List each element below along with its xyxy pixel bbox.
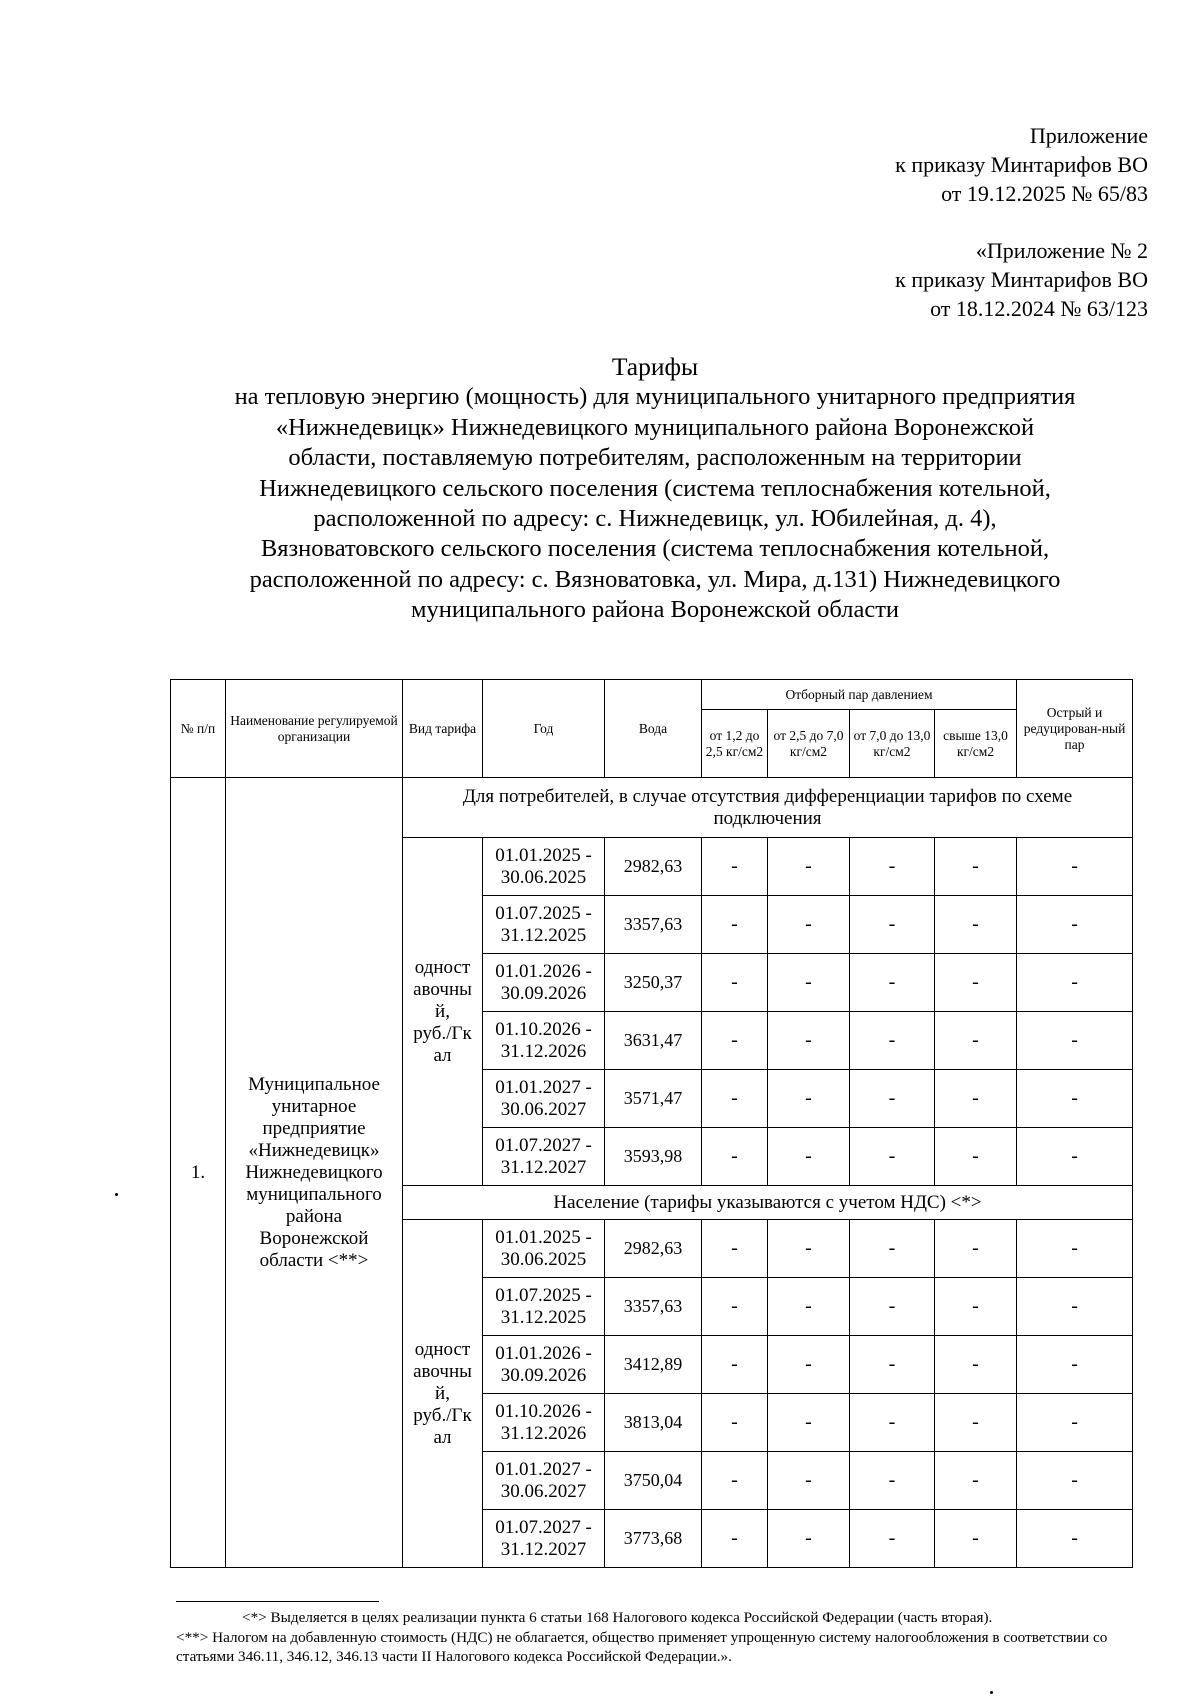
water-value: 3750,04	[605, 1452, 702, 1510]
water-value: 3571,47	[605, 1070, 702, 1128]
period-line: 01.07.2025 -	[495, 902, 592, 924]
steam-3-value: -	[850, 1070, 935, 1128]
tariff-type	[403, 838, 483, 1186]
water-value: 3773,68	[605, 1510, 702, 1568]
steam-4-value: -	[935, 838, 1017, 896]
steam-1-value: -	[702, 1336, 768, 1394]
footnote-divider	[176, 1601, 379, 1602]
steam-3-value: -	[850, 1012, 935, 1070]
title-line: муниципального района Воронежской области	[410, 596, 900, 624]
steam-2-value: -	[768, 838, 850, 896]
steam-1-value: -	[702, 1278, 768, 1336]
header-steam-1: от 1,2 до 2,5 кг/см2	[702, 710, 768, 778]
tariff-type-line: авочны	[413, 978, 472, 1000]
tariff-type	[403, 1220, 483, 1568]
period-line: 31.12.2025	[500, 1306, 587, 1328]
period-line: 01.01.2025 -	[495, 1226, 592, 1248]
period-line: 30.06.2025	[500, 866, 587, 888]
steam-4-value: -	[935, 1070, 1017, 1128]
period-cell	[483, 1070, 605, 1128]
tariff-type-line: руб./Гк	[413, 1022, 472, 1044]
steam-1-value: -	[702, 1128, 768, 1186]
header-steam-3: от 7,0 до 13,0 кг/см2	[850, 710, 935, 778]
period-line: 01.10.2026 -	[495, 1018, 592, 1040]
footnote-2: <**> Налогом на добавленную стоимость (НДС) не облагается, общество применяет упрощенную систему налогообложения в соответствии со статьями 346.11, 346.12, 346.13 части II Налогового кодекса Российской Федерации.».	[176, 1628, 1108, 1665]
steam-2-value: -	[768, 1510, 850, 1568]
steam-2-value: -	[768, 896, 850, 954]
footnote-1: <*> Выделяется в целях реализации пункта 6 статьи 168 Налогового кодекса Российской Федерации (часть вторая).	[242, 1609, 993, 1626]
period-cell	[483, 954, 605, 1012]
tariff-type-line: й,	[435, 1000, 450, 1022]
tariff-table	[170, 679, 1133, 1568]
steam-3-value: -	[850, 896, 935, 954]
sharp-steam-value: -	[1017, 838, 1133, 896]
steam-1-value: -	[702, 838, 768, 896]
steam-4-value: -	[935, 1278, 1017, 1336]
period-line: 01.01.2025 -	[495, 844, 592, 866]
header-num: № п/п	[171, 680, 226, 778]
steam-4-value: -	[935, 1452, 1017, 1510]
sharp-steam-value: -	[1017, 954, 1133, 1012]
period-cell	[483, 1128, 605, 1186]
period-cell	[483, 838, 605, 896]
appendix2-line: «Приложение № 2	[975, 238, 1148, 263]
period-cell	[483, 1278, 605, 1336]
steam-4-value: -	[935, 1394, 1017, 1452]
water-value: 3357,63	[605, 1278, 702, 1336]
period-line: 30.06.2027	[500, 1098, 587, 1120]
period-cell	[483, 1510, 605, 1568]
tariff-type-line: руб./Гк	[413, 1404, 472, 1426]
water-value: 3250,37	[605, 954, 702, 1012]
steam-4-value: -	[935, 1336, 1017, 1394]
scan-speck	[990, 1691, 993, 1694]
tariff-type-line: ал	[433, 1426, 452, 1448]
period-line: 01.07.2027 -	[495, 1516, 592, 1538]
header-steam-2: от 2,5 до 7,0 кг/см2	[768, 710, 850, 778]
steam-2-value: -	[768, 1394, 850, 1452]
steam-3-value: -	[850, 954, 935, 1012]
tariff-type-line: й,	[435, 1382, 450, 1404]
steam-4-value: -	[935, 1220, 1017, 1278]
org-name: Муниципальное унитарное предприятие «Нижнедевицк» Нижнедевицкого муниципального района Воронежской области <**>	[226, 778, 403, 1568]
period-line: 31.12.2027	[500, 1156, 587, 1178]
steam-4-value: -	[935, 1510, 1017, 1568]
row-number: 1.	[171, 778, 226, 1568]
period-line: 31.12.2025	[500, 924, 587, 946]
period-line: 31.12.2026	[500, 1422, 587, 1444]
appendix-line: к приказу Минтарифов ВО	[895, 152, 1148, 177]
steam-3-value: -	[850, 838, 935, 896]
period-line: 01.01.2026 -	[495, 960, 592, 982]
period-line: 01.07.2025 -	[495, 1284, 592, 1306]
sharp-steam-value: -	[1017, 1070, 1133, 1128]
steam-3-value: -	[850, 1336, 935, 1394]
period-cell	[483, 1394, 605, 1452]
header-tariff-type: Вид тарифа	[403, 680, 483, 778]
header-org: Наименование регулируемой организации	[226, 680, 403, 778]
sharp-steam-value: -	[1017, 1394, 1133, 1452]
period-line: 30.06.2025	[500, 1248, 587, 1270]
steam-4-value: -	[935, 896, 1017, 954]
water-value: 3412,89	[605, 1336, 702, 1394]
period-line: 31.12.2026	[500, 1040, 587, 1062]
document-title	[160, 352, 1150, 626]
scan-speck	[115, 1193, 118, 1196]
period-line: 01.01.2027 -	[495, 1458, 592, 1480]
period-line: 30.09.2026	[500, 1364, 587, 1386]
header-steam-4: свыше 13,0 кг/см2	[935, 710, 1017, 778]
steam-2-value: -	[768, 954, 850, 1012]
header-sharp-steam: Острый и редуцирован-ный пар	[1017, 680, 1133, 778]
period-line: 01.10.2026 -	[495, 1400, 592, 1422]
steam-1-value: -	[702, 1012, 768, 1070]
steam-1-value: -	[702, 1070, 768, 1128]
water-value: 3357,63	[605, 896, 702, 954]
water-value: 3593,98	[605, 1128, 702, 1186]
steam-2-value: -	[768, 1220, 850, 1278]
title-line: расположенной по адресу: с. Нижнедевицк, ул. Юбилейная, д. 4),	[313, 505, 997, 533]
tariff-type-line: одност	[414, 1338, 471, 1360]
steam-3-value: -	[850, 1452, 935, 1510]
title-line: Вязноватовского сельского поселения (система теплоснабжения котельной,	[260, 535, 1050, 563]
sharp-steam-value: -	[1017, 1128, 1133, 1186]
period-cell	[483, 1336, 605, 1394]
section-row	[171, 778, 1133, 838]
steam-2-value: -	[768, 1070, 850, 1128]
tariff-type-line: ал	[433, 1044, 452, 1066]
sharp-steam-value: -	[1017, 1510, 1133, 1568]
steam-2-value: -	[768, 1278, 850, 1336]
sharp-steam-value: -	[1017, 1336, 1133, 1394]
period-cell	[483, 1220, 605, 1278]
title-line: Нижнедевицкого сельского поселения (система теплоснабжения котельной,	[259, 474, 1051, 502]
tariff-type-line: одност	[414, 956, 471, 978]
header-water: Вода	[605, 680, 702, 778]
sharp-steam-value: -	[1017, 1452, 1133, 1510]
appendix2-line: к приказу Минтарифов ВО	[895, 267, 1148, 292]
steam-3-value: -	[850, 1394, 935, 1452]
steam-3-value: -	[850, 1278, 935, 1336]
title-main: Тарифы	[611, 352, 699, 381]
steam-1-value: -	[702, 1394, 768, 1452]
period-line: 31.12.2027	[500, 1538, 587, 1560]
sharp-steam-value: -	[1017, 896, 1133, 954]
steam-4-value: -	[935, 1012, 1017, 1070]
steam-4-value: -	[935, 1128, 1017, 1186]
steam-4-value: -	[935, 954, 1017, 1012]
appendix-header	[895, 121, 1148, 208]
water-value: 2982,63	[605, 838, 702, 896]
steam-1-value: -	[702, 1220, 768, 1278]
appendix-line: от 19.12.2025 № 65/83	[941, 181, 1148, 206]
header-steam-group: Отборный пар давлением	[702, 680, 1017, 710]
title-line: области, поставляемую потребителям, расположенным на территории	[288, 444, 1022, 472]
title-line: расположенной по адресу: с. Вязноватовка, ул. Мира, д.131) Нижнедевицкого	[249, 565, 1061, 593]
tariff-type-line: авочны	[413, 1360, 472, 1382]
water-value: 3813,04	[605, 1394, 702, 1452]
title-line: на тепловую энергию (мощность) для муниципального унитарного предприятия	[234, 383, 1076, 411]
title-line: «Нижнедевицк» Нижнедевицкого муниципального района Воронежской	[275, 413, 1035, 441]
steam-3-value: -	[850, 1220, 935, 1278]
sharp-steam-value: -	[1017, 1012, 1133, 1070]
appendix-line: Приложение	[1029, 123, 1148, 148]
steam-1-value: -	[702, 1510, 768, 1568]
steam-3-value: -	[850, 1128, 935, 1186]
water-value: 3631,47	[605, 1012, 702, 1070]
period-cell	[483, 896, 605, 954]
sharp-steam-value: -	[1017, 1278, 1133, 1336]
period-cell	[483, 1452, 605, 1510]
appendix2-line: от 18.12.2024 № 63/123	[930, 296, 1148, 321]
section-title: Для потребителей, в случае отсутствия дифференциации тарифов по схеме подключения	[403, 778, 1133, 838]
water-value: 2982,63	[605, 1220, 702, 1278]
steam-2-value: -	[768, 1012, 850, 1070]
steam-2-value: -	[768, 1128, 850, 1186]
header-year: Год	[483, 680, 605, 778]
appendix2-header	[895, 236, 1148, 323]
steam-1-value: -	[702, 896, 768, 954]
period-line: 01.01.2026 -	[495, 1342, 592, 1364]
period-cell	[483, 1012, 605, 1070]
period-line: 01.07.2027 -	[495, 1134, 592, 1156]
period-line: 30.09.2026	[500, 982, 587, 1004]
sharp-steam-value: -	[1017, 1220, 1133, 1278]
steam-3-value: -	[850, 1510, 935, 1568]
steam-1-value: -	[702, 1452, 768, 1510]
steam-2-value: -	[768, 1452, 850, 1510]
footnotes	[176, 1608, 1156, 1667]
steam-1-value: -	[702, 954, 768, 1012]
steam-2-value: -	[768, 1336, 850, 1394]
period-line: 01.01.2027 -	[495, 1076, 592, 1098]
period-line: 30.06.2027	[500, 1480, 587, 1502]
section-title: Население (тарифы указываются с учетом НДС) <*>	[403, 1186, 1133, 1220]
